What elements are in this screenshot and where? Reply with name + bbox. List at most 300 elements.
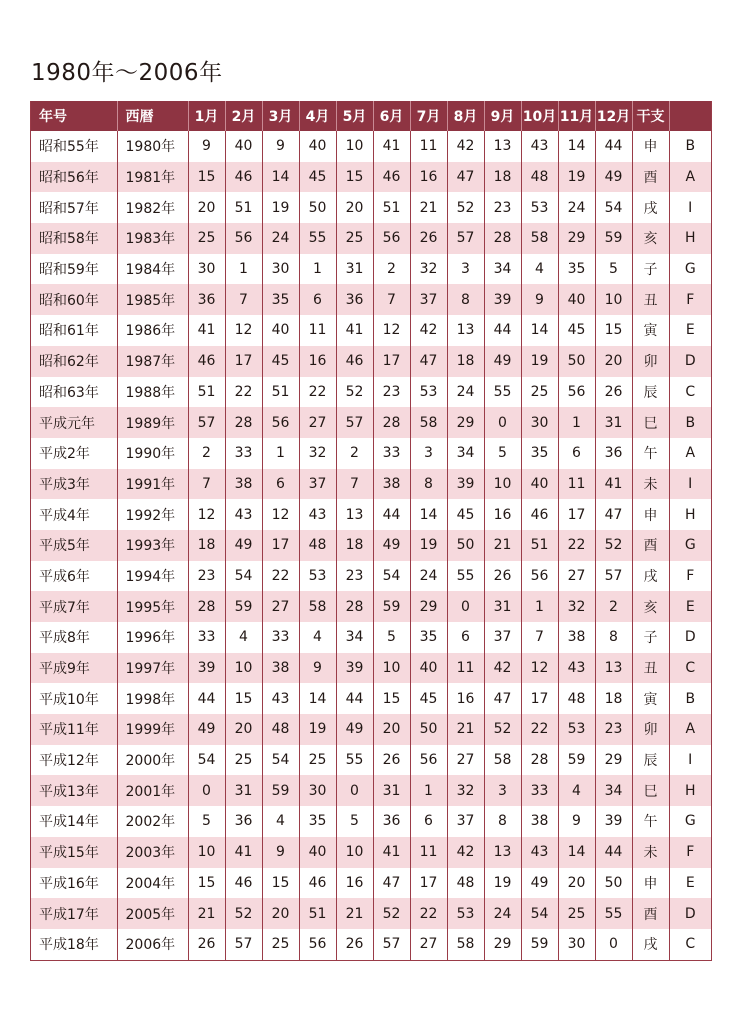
table-cell: 寅	[632, 683, 669, 714]
table-cell: 子	[632, 622, 669, 653]
table-cell: 巳	[632, 407, 669, 438]
table-cell: D	[669, 346, 711, 377]
table-cell: 7	[188, 469, 225, 500]
table-cell: 20	[262, 898, 299, 929]
table-cell: 1	[521, 591, 558, 622]
table-cell: 54	[262, 745, 299, 776]
table-cell: 2	[373, 254, 410, 285]
table-cell: 57	[447, 223, 484, 254]
table-cell: C	[669, 377, 711, 408]
table-cell: 1	[225, 254, 262, 285]
table-cell: 40	[225, 131, 262, 162]
table-row	[31, 683, 711, 714]
table-cell: 平成17年	[31, 898, 117, 929]
table-cell: 59	[262, 775, 299, 806]
table-cell: 51	[299, 898, 336, 929]
table-cell: 10	[336, 837, 373, 868]
table-cell: F	[669, 837, 711, 868]
table-row	[31, 407, 711, 438]
table-cell: 15	[373, 683, 410, 714]
table-cell: E	[669, 868, 711, 899]
table-cell: 57	[225, 929, 262, 960]
table-cell: 23	[336, 561, 373, 592]
table-cell: 17	[410, 868, 447, 899]
table-cell: 27	[262, 591, 299, 622]
table-cell: 47	[447, 162, 484, 193]
table-cell: 11	[558, 469, 595, 500]
table-cell: 11	[299, 315, 336, 346]
table-cell: 0	[188, 775, 225, 806]
table-cell: 48	[299, 530, 336, 561]
table-cell: 4	[521, 254, 558, 285]
table-cell: 19	[521, 346, 558, 377]
table-cell: 昭和63年	[31, 377, 117, 408]
table-cell: 10	[225, 653, 262, 684]
table-cell: 2	[595, 591, 632, 622]
table-cell: B	[669, 683, 711, 714]
table-cell: 14	[558, 837, 595, 868]
table-row	[31, 868, 711, 899]
table-cell: 48	[558, 683, 595, 714]
table-cell: 29	[410, 591, 447, 622]
table-cell: 酉	[632, 530, 669, 561]
table-cell: 0	[595, 929, 632, 960]
table-cell: 41	[595, 469, 632, 500]
column-header: 6月	[373, 101, 410, 131]
table-cell: 28	[521, 745, 558, 776]
table-cell: 43	[262, 683, 299, 714]
table-cell: 9	[262, 837, 299, 868]
table-cell: 6	[558, 438, 595, 469]
table-cell: 53	[299, 561, 336, 592]
table-cell: 54	[521, 898, 558, 929]
table-cell: A	[669, 714, 711, 745]
table-cell: 59	[521, 929, 558, 960]
table-cell: 34	[595, 775, 632, 806]
table-cell: 57	[188, 407, 225, 438]
table-cell: 平成9年	[31, 653, 117, 684]
table-cell: 5	[484, 438, 521, 469]
page-title: 1980年～2006年	[31, 60, 223, 86]
table-cell: 28	[188, 591, 225, 622]
table-cell: 35	[558, 254, 595, 285]
table-cell: 19	[262, 192, 299, 223]
table-cell: 巳	[632, 775, 669, 806]
table-cell: 56	[262, 407, 299, 438]
table-cell: 52	[373, 898, 410, 929]
table-cell: 25	[262, 929, 299, 960]
table-cell: 昭和57年	[31, 192, 117, 223]
table-cell: 23	[595, 714, 632, 745]
table-cell: 55	[336, 745, 373, 776]
table-cell: 14	[262, 162, 299, 193]
table-cell: 7	[225, 284, 262, 315]
table-cell: 51	[521, 530, 558, 561]
table-cell: 37	[410, 284, 447, 315]
table-cell: 2003年	[117, 837, 188, 868]
table-cell: 43	[225, 499, 262, 530]
table-row	[31, 469, 711, 500]
table-cell: 23	[188, 561, 225, 592]
table-cell: 昭和59年	[31, 254, 117, 285]
table-row	[31, 806, 711, 837]
table-cell: 平成16年	[31, 868, 117, 899]
table-cell: 38	[373, 469, 410, 500]
table-cell: E	[669, 591, 711, 622]
table-cell: 6	[410, 806, 447, 837]
table-cell: 22	[410, 898, 447, 929]
table-cell: 14	[521, 315, 558, 346]
table-cell: 53	[410, 377, 447, 408]
table-cell: 戌	[632, 192, 669, 223]
table-cell: 57	[373, 929, 410, 960]
table-cell: 32	[410, 254, 447, 285]
table-cell: 平成14年	[31, 806, 117, 837]
table-cell: 1993年	[117, 530, 188, 561]
table-cell: 17	[262, 530, 299, 561]
table-cell: 1994年	[117, 561, 188, 592]
table-cell: 32	[558, 591, 595, 622]
table-cell: 12	[262, 499, 299, 530]
table-row	[31, 837, 711, 868]
table-cell: 戌	[632, 929, 669, 960]
table-cell: 51	[262, 377, 299, 408]
table-cell: 21	[484, 530, 521, 561]
table-row	[31, 346, 711, 377]
table-row	[31, 284, 711, 315]
table-cell: 42	[410, 315, 447, 346]
table-cell: 平成7年	[31, 591, 117, 622]
table-cell: 15	[595, 315, 632, 346]
table-cell: 平成13年	[31, 775, 117, 806]
table-cell: 13	[336, 499, 373, 530]
table-row	[31, 714, 711, 745]
table-header-row	[31, 101, 711, 131]
table-cell: 43	[558, 653, 595, 684]
table-cell: 51	[188, 377, 225, 408]
table-cell: 53	[447, 898, 484, 929]
table-cell: 1	[558, 407, 595, 438]
table-cell: 55	[299, 223, 336, 254]
table-cell: 41	[336, 315, 373, 346]
table-cell: 17	[225, 346, 262, 377]
table-cell: 46	[336, 346, 373, 377]
table-cell: 44	[336, 683, 373, 714]
table-cell: 45	[410, 683, 447, 714]
table-cell: 1998年	[117, 683, 188, 714]
table-cell: 37	[447, 806, 484, 837]
table-cell: 52	[336, 377, 373, 408]
table-cell: 卯	[632, 346, 669, 377]
table-cell: 40	[410, 653, 447, 684]
table-cell: 14	[299, 683, 336, 714]
table-cell: 59	[225, 591, 262, 622]
table-cell: 33	[262, 622, 299, 653]
table-cell: 2	[336, 438, 373, 469]
table-cell: 4	[558, 775, 595, 806]
table-row	[31, 377, 711, 408]
table-cell: 10	[336, 131, 373, 162]
table-cell: 1990年	[117, 438, 188, 469]
table-cell: B	[669, 131, 711, 162]
table-cell: 6	[262, 469, 299, 500]
table-cell: I	[669, 469, 711, 500]
table-cell: 39	[447, 469, 484, 500]
table-cell: 4	[299, 622, 336, 653]
table-cell: 6	[299, 284, 336, 315]
table-row	[31, 162, 711, 193]
table-cell: 42	[484, 653, 521, 684]
table-cell: 37	[299, 469, 336, 500]
table-cell: 56	[299, 929, 336, 960]
table-cell: 43	[521, 837, 558, 868]
table-cell: 55	[595, 898, 632, 929]
table-cell: 20	[558, 868, 595, 899]
table-cell: 15	[188, 162, 225, 193]
table-row	[31, 653, 711, 684]
table-cell: 14	[410, 499, 447, 530]
table-cell: 58	[484, 745, 521, 776]
table-cell: 35	[262, 284, 299, 315]
table-cell: 5	[373, 622, 410, 653]
table-cell: 34	[336, 622, 373, 653]
table-cell: 54	[373, 561, 410, 592]
table-cell: 平成5年	[31, 530, 117, 561]
table-cell: 20	[225, 714, 262, 745]
table-cell: 未	[632, 469, 669, 500]
table-cell: H	[669, 775, 711, 806]
table-cell: 32	[447, 775, 484, 806]
table-row	[31, 131, 711, 162]
table-cell: 申	[632, 868, 669, 899]
table-cell: F	[669, 561, 711, 592]
table-cell: 35	[299, 806, 336, 837]
table-cell: 59	[558, 745, 595, 776]
table-cell: 1980年	[117, 131, 188, 162]
table-cell: 49	[188, 714, 225, 745]
table-cell: 7	[336, 469, 373, 500]
table-cell: 57	[336, 407, 373, 438]
table-cell: 2000年	[117, 745, 188, 776]
table-cell: 28	[373, 407, 410, 438]
table-cell: 22	[521, 714, 558, 745]
table-cell: 38	[558, 622, 595, 653]
table-cell: 8	[410, 469, 447, 500]
table-cell: A	[669, 162, 711, 193]
table-cell: 1996年	[117, 622, 188, 653]
table-cell: 52	[447, 192, 484, 223]
table-cell: 52	[225, 898, 262, 929]
table-cell: I	[669, 192, 711, 223]
table-cell: 46	[225, 868, 262, 899]
table-cell: 24	[262, 223, 299, 254]
table-cell: 16	[410, 162, 447, 193]
table-cell: 21	[410, 192, 447, 223]
table-cell: 36	[225, 806, 262, 837]
table-cell: 13	[484, 131, 521, 162]
table-cell: H	[669, 499, 711, 530]
table-cell: 寅	[632, 315, 669, 346]
table-cell: 37	[484, 622, 521, 653]
table-cell: 1982年	[117, 192, 188, 223]
table-cell: 31	[595, 407, 632, 438]
table-cell: 11	[410, 131, 447, 162]
table-cell: 1992年	[117, 499, 188, 530]
table-cell: 56	[410, 745, 447, 776]
table-cell: 3	[410, 438, 447, 469]
table-cell: 34	[447, 438, 484, 469]
table-cell: 8	[595, 622, 632, 653]
table-cell: 16	[484, 499, 521, 530]
table-cell: 平成11年	[31, 714, 117, 745]
table-cell: G	[669, 806, 711, 837]
table-cell: 平成12年	[31, 745, 117, 776]
table-cell: 15	[225, 683, 262, 714]
table-cell: 1	[410, 775, 447, 806]
table-cell: 1986年	[117, 315, 188, 346]
table-cell: 1988年	[117, 377, 188, 408]
table-cell: 50	[447, 530, 484, 561]
table-cell: 1983年	[117, 223, 188, 254]
table-cell: 平成2年	[31, 438, 117, 469]
table-cell: 未	[632, 837, 669, 868]
table-cell: 47	[373, 868, 410, 899]
table-row	[31, 745, 711, 776]
table-cell: 30	[299, 775, 336, 806]
table-cell: 0	[484, 407, 521, 438]
table-cell: 28	[484, 223, 521, 254]
table-cell: 55	[484, 377, 521, 408]
table-cell: 24	[484, 898, 521, 929]
table-cell: 4	[262, 806, 299, 837]
table-cell: 36	[188, 284, 225, 315]
table-row	[31, 223, 711, 254]
table-row	[31, 775, 711, 806]
table-cell: 午	[632, 806, 669, 837]
table-cell: 33	[521, 775, 558, 806]
table-cell: 9	[299, 653, 336, 684]
table-cell: 12	[188, 499, 225, 530]
table-cell: 19	[484, 868, 521, 899]
table-cell: 27	[558, 561, 595, 592]
table-cell: C	[669, 653, 711, 684]
table-row	[31, 192, 711, 223]
column-header: 11月	[558, 101, 595, 131]
table-cell: 8	[447, 284, 484, 315]
calendar-table-container	[30, 101, 712, 961]
table-cell: 29	[595, 745, 632, 776]
table-cell: 55	[447, 561, 484, 592]
table-cell: 30	[521, 407, 558, 438]
table-cell: 16	[299, 346, 336, 377]
table-cell: 29	[484, 929, 521, 960]
table-row	[31, 622, 711, 653]
table-cell: 19	[410, 530, 447, 561]
table-cell: 22	[262, 561, 299, 592]
table-cell: 3	[484, 775, 521, 806]
table-cell: 25	[521, 377, 558, 408]
table-cell: 44	[373, 499, 410, 530]
column-header: 9月	[484, 101, 521, 131]
table-cell: 12	[521, 653, 558, 684]
table-cell: 25	[558, 898, 595, 929]
table-cell: 9	[188, 131, 225, 162]
table-cell: 44	[484, 315, 521, 346]
table-cell: 47	[484, 683, 521, 714]
table-cell: 50	[410, 714, 447, 745]
table-cell: 34	[484, 254, 521, 285]
table-cell: 46	[299, 868, 336, 899]
table-cell: 40	[299, 131, 336, 162]
table-cell: 48	[262, 714, 299, 745]
table-cell: 54	[595, 192, 632, 223]
table-cell: 19	[558, 162, 595, 193]
table-cell: 26	[336, 929, 373, 960]
table-cell: 15	[336, 162, 373, 193]
table-cell: 20	[595, 346, 632, 377]
table-cell: 33	[188, 622, 225, 653]
table-cell: 49	[484, 346, 521, 377]
table-cell: 午	[632, 438, 669, 469]
table-cell: 54	[188, 745, 225, 776]
table-cell: 1999年	[117, 714, 188, 745]
table-cell: 28	[225, 407, 262, 438]
table-cell: 31	[336, 254, 373, 285]
table-cell: H	[669, 223, 711, 254]
table-cell: 50	[595, 868, 632, 899]
table-cell: 30	[558, 929, 595, 960]
table-cell: 18	[447, 346, 484, 377]
table-cell: 2001年	[117, 775, 188, 806]
table-cell: 昭和58年	[31, 223, 117, 254]
table-cell: 22	[558, 530, 595, 561]
table-cell: 1981年	[117, 162, 188, 193]
table-cell: 29	[558, 223, 595, 254]
table-cell: 26	[410, 223, 447, 254]
table-cell: 15	[188, 868, 225, 899]
table-cell: 2005年	[117, 898, 188, 929]
table-cell: C	[669, 929, 711, 960]
table-cell: 45	[447, 499, 484, 530]
table-cell: 29	[447, 407, 484, 438]
table-cell: 平成4年	[31, 499, 117, 530]
table-cell: 亥	[632, 591, 669, 622]
table-cell: 49	[225, 530, 262, 561]
table-cell: 31	[225, 775, 262, 806]
table-cell: 14	[558, 131, 595, 162]
table-cell: 33	[373, 438, 410, 469]
column-header: 4月	[299, 101, 336, 131]
table-row	[31, 530, 711, 561]
table-cell: 13	[447, 315, 484, 346]
table-cell: 2006年	[117, 929, 188, 960]
table-cell: 33	[225, 438, 262, 469]
table-cell: 4	[225, 622, 262, 653]
table-cell: 39	[336, 653, 373, 684]
table-cell: 平成6年	[31, 561, 117, 592]
table-cell: 58	[299, 591, 336, 622]
table-cell: 5	[188, 806, 225, 837]
column-header: 1月	[188, 101, 225, 131]
table-cell: A	[669, 438, 711, 469]
column-header	[669, 101, 711, 131]
table-row	[31, 561, 711, 592]
table-cell: 1989年	[117, 407, 188, 438]
table-cell: 24	[447, 377, 484, 408]
table-cell: 26	[188, 929, 225, 960]
table-cell: 17	[558, 499, 595, 530]
table-cell: 平成10年	[31, 683, 117, 714]
